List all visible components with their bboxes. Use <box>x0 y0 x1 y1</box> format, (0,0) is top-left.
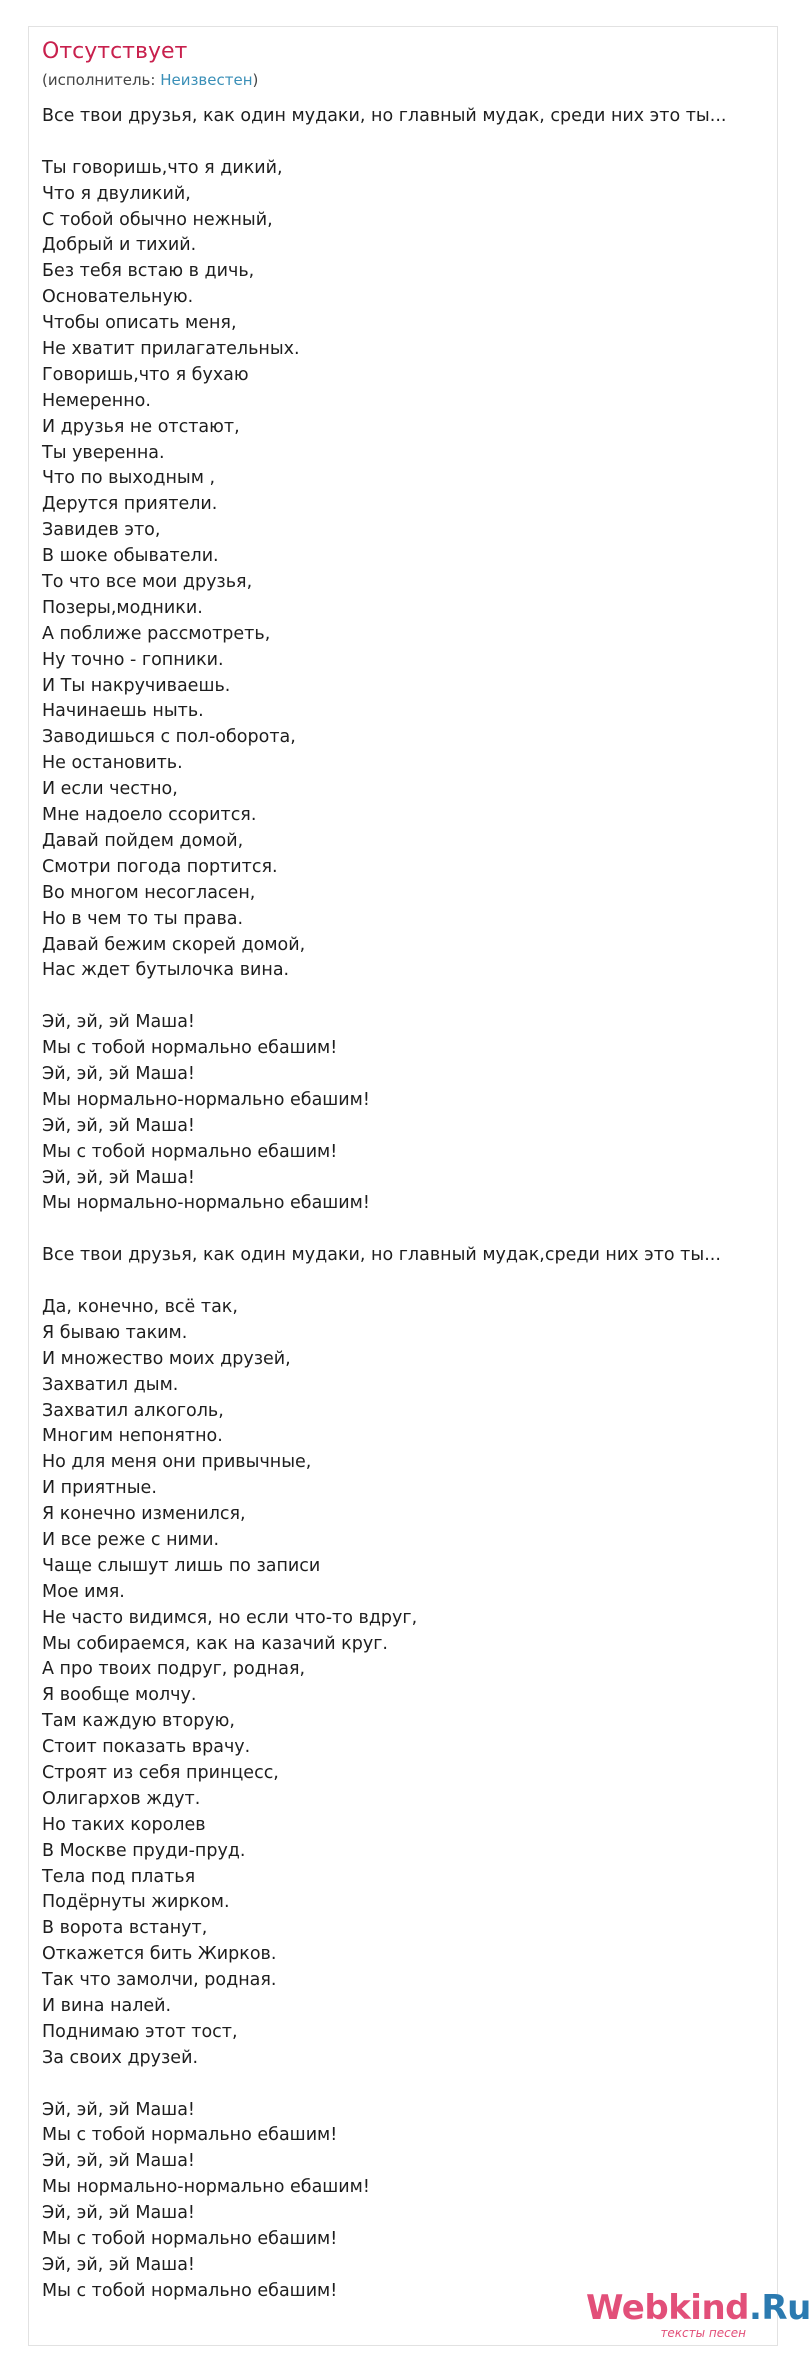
lyrics-line: Все твои друзья, как один мудаки, но главный мудак,среди них это ты... <box>42 1245 721 1266</box>
lyrics-line: Основательную. <box>42 287 194 308</box>
lyrics-line: Так что замолчи, родная. <box>42 1970 277 1991</box>
lyrics-line: Позеры,модники. <box>42 597 203 618</box>
lyrics-line: Мы с тобой нормально ебашим! <box>42 1038 338 1059</box>
lyrics-line: Я бываю таким. <box>42 1322 188 1343</box>
lyrics-line: Захватил алкоголь, <box>42 1400 224 1421</box>
lyrics-line: Дерутся приятели. <box>42 494 218 515</box>
lyrics-line: Мое имя. <box>42 1581 125 1602</box>
lyrics-line: Эй, эй, эй Маша! <box>42 2203 195 2224</box>
lyrics-line: И если честно, <box>42 779 178 800</box>
lyrics-line: Немеренно. <box>42 390 151 411</box>
lyrics-line: Тела под платья <box>42 1866 196 1887</box>
lyrics-line: Не хватит прилагательных. <box>42 339 300 360</box>
lyrics-line: В шоке обыватели. <box>42 546 219 567</box>
lyrics-line: А поближе рассмотреть, <box>42 623 271 644</box>
song-title: Отсутствует <box>42 39 188 64</box>
lyrics-line: Стоит показать врачу. <box>42 1737 251 1758</box>
logo-tagline: тексты песен <box>660 2326 746 2340</box>
lyrics-line: Поднимаю этот тост, <box>42 2021 238 2042</box>
logo-name: Webkind <box>586 2288 749 2328</box>
lyrics-line: Все твои друзья, как один мудаки, но главный мудак, среди них это ты... <box>42 106 727 126</box>
lyrics-blank-line <box>42 984 762 1010</box>
lyrics-line: Откажется бить Жирков. <box>42 1944 277 1965</box>
lyrics-line: Эй, эй, эй Маша! <box>42 2254 195 2275</box>
lyrics-line: Эй, эй, эй Маша! <box>42 1063 195 1084</box>
lyrics-line: Давай пойдем домой, <box>42 830 244 851</box>
logo-tld: .Ru <box>749 2288 811 2328</box>
lyrics-line: Что я двуликий, <box>42 183 191 204</box>
lyrics-line: Эй, эй, эй Маша! <box>42 1012 195 1033</box>
lyrics-line: И приятные. <box>42 1478 157 1499</box>
site-logo[interactable] <box>586 2288 811 2340</box>
lyrics-line: А про твоих подруг, родная, <box>42 1659 306 1680</box>
lyrics-line: Завидев это, <box>42 520 161 541</box>
artist-line <box>42 70 258 90</box>
lyrics-line: Эй, эй, эй Маша! <box>42 1167 195 1188</box>
lyrics-line: Олигархов ждут. <box>42 1788 201 1809</box>
artist-link[interactable]: Неизвестен <box>160 71 253 89</box>
lyrics-blank-line <box>42 2072 762 2098</box>
lyrics-line: Нас ждет бутылочка вина. <box>42 960 290 981</box>
lyrics-line: Я вообще молчу. <box>42 1685 197 1706</box>
lyrics-line: Мы с тобой нормально ебашим! <box>42 1141 338 1162</box>
lyrics-line: Мы с тобой нормально ебашим! <box>42 2125 338 2146</box>
lyrics-line: И множество моих друзей, <box>42 1348 291 1369</box>
lyrics-line: Давай бежим скорей домой, <box>42 934 306 955</box>
lyrics-line: С тобой обычно нежный, <box>42 209 273 230</box>
lyrics-line: Мы нормально-нормально ебашим! <box>42 2177 370 2198</box>
lyrics-line: Мне надоело ссорится. <box>42 805 257 826</box>
logo-wordmark <box>586 2288 811 2328</box>
lyrics-line: Без тебя встаю в дичь, <box>42 261 255 282</box>
lyrics-line: То что все мои друзья, <box>42 572 253 593</box>
lyrics-line: Заводишься с пол-оборота, <box>42 727 296 748</box>
lyrics-line: Что по выходным , <box>42 468 216 489</box>
lyrics-blank-line <box>42 1269 762 1295</box>
lyrics-line: Не часто видимся, но если что-то вдруг, <box>42 1607 418 1628</box>
lyrics-line: Чаще слышут лишь по записи <box>42 1555 321 1576</box>
lyrics-line: Мы с тобой нормально ебашим! <box>42 2229 338 2250</box>
lyrics-line: Смотри погода портится. <box>42 856 278 877</box>
lyrics-text <box>42 104 762 2305</box>
lyrics-line: В ворота встанут, <box>42 1918 208 1939</box>
lyrics-line: Добрый и тихий. <box>42 235 197 256</box>
lyrics-line: Строят из себя принцесс, <box>42 1763 279 1783</box>
lyrics-line: И друзья не отстают, <box>42 416 240 437</box>
lyrics-line: Да, конечно, всё так, <box>42 1296 238 1317</box>
lyrics-line: Ну точно - гопники. <box>42 649 224 670</box>
lyrics-line: Но для меня они привычные, <box>42 1452 312 1473</box>
lyrics-line: За своих друзей. <box>42 2047 199 2068</box>
lyrics-line: Начинаешь ныть. <box>42 701 204 722</box>
lyrics-line: И все реже с ними. <box>42 1529 220 1550</box>
lyrics-line: И вина налей. <box>42 1996 172 2017</box>
lyrics-line: Подёрнуты жирком. <box>42 1892 230 1913</box>
lyrics-line: Эй, эй, эй Маша! <box>42 1115 195 1136</box>
artist-prefix: (исполнитель: <box>42 71 161 89</box>
lyrics-line: В Москве пруди-пруд. <box>42 1840 246 1861</box>
lyrics-line: Мы нормально-нормально ебашим! <box>42 1089 370 1110</box>
lyrics-blank-line <box>42 1217 762 1243</box>
lyrics-blank-line <box>42 130 762 156</box>
lyrics-line: Мы нормально-нормально ебашим! <box>42 1193 370 1214</box>
lyrics-line: Ты уверенна. <box>42 442 165 463</box>
lyrics-line: Многим непонятно. <box>42 1426 223 1447</box>
lyrics-line: Говоришь,что я бухаю <box>42 364 249 385</box>
lyrics-line: Там каждую вторую, <box>42 1711 235 1732</box>
lyrics-line: Ты говоришь,что я дикий, <box>42 157 283 178</box>
lyrics-line: Эй, эй, эй Маша! <box>42 2099 195 2120</box>
lyrics-line: Захватил дым. <box>42 1374 179 1395</box>
lyrics-line: Но в чем то ты права. <box>42 908 244 929</box>
lyrics-line: И Ты накручиваешь. <box>42 675 231 696</box>
lyrics-line: Эй, эй, эй Маша! <box>42 2151 195 2172</box>
lyrics-line: Я конечно изменился, <box>42 1504 246 1525</box>
lyrics-line: Не остановить. <box>42 753 183 774</box>
lyrics-line: Но таких королев <box>42 1814 206 1835</box>
artist-suffix: ) <box>252 71 259 89</box>
lyrics-line: Мы с тобой нормально ебашим! <box>42 2280 338 2301</box>
lyrics-line: Мы собираемся, как на казачий круг. <box>42 1633 388 1654</box>
lyrics-line: Во многом несогласен, <box>42 882 256 903</box>
lyrics-line: Чтобы описать меня, <box>42 313 237 334</box>
